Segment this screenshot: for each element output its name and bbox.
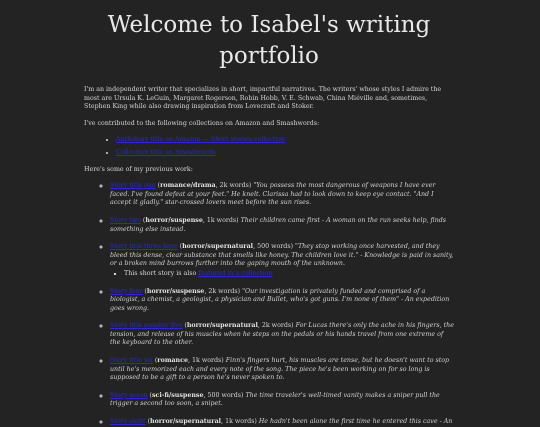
work-item: ◦ Story title number five (horror/supernatural, 2k words) For Lucas there's only the ache in his fingers, the tension, and release of his muscles when he steps on the pedals or his hands travel from one extreme of the keyboard to the other. (110, 322, 454, 348)
work-description: "Our investigation is privately funded and comprised of a biologist, a chemist, a geologist, a physician and Bullet, who's got guns. I'm none of them" - An expedition goes wrong. (110, 287, 450, 312)
work-length: 2k words (208, 287, 238, 295)
work-link[interactable]: Story title three here (110, 243, 178, 251)
work-link[interactable]: Story title number five (110, 322, 183, 330)
work-link[interactable]: Story eight (110, 418, 146, 426)
sub-note: This short story is also (124, 269, 197, 277)
work-description: Their children came first - A woman on the run seeks help, finds something else instead. (110, 216, 447, 233)
work-item: ◦ Story two (horror/suspense, 1k words) Their children came first - A woman on the run seeks help, finds something else instead. (110, 217, 454, 234)
list-item (116, 136, 454, 145)
work-description: He hadn't been alone the first time he entered this cave - An (258, 418, 453, 426)
list-item (116, 149, 454, 158)
collections-intro: I've contributed to the following collections on Amazon and Smashwords: (84, 119, 320, 127)
work-item: ◦ Story title six (romance, 1k words) Finn's fingers hurt, his muscles are tense, but he doesn't want to stop until he's memorized each and every note of the song. The piece he's been working on for so long is supposed to be a gift to a person he's never spoken to. (110, 357, 454, 383)
work-length: 1k words (206, 216, 237, 224)
work-link[interactable]: Story title one (110, 182, 156, 190)
work-link[interactable]: Story title six (110, 357, 153, 365)
work-genre: horror/suspense (146, 287, 205, 295)
work-link[interactable]: Story four (110, 287, 143, 295)
work-genre: horror/supernatural (182, 243, 254, 251)
work-length: 500 words (257, 243, 291, 251)
page-title: Welcome to Isabel's writing portfolio (107, 12, 431, 69)
works-list (84, 182, 454, 426)
collections-list (84, 136, 454, 157)
work-length: 1k words (225, 418, 255, 426)
work-genre: horror/supernatural (186, 322, 258, 330)
works-intro: Here's some of my previous work: (84, 165, 193, 173)
work-item: ◦ Story title one (romance/drama, 2k words) "You possess the most dangerous of weapons I have ever faced. I've found defeat at your feet." He knelt. Clarissa had to look down to keep eye contact. "And I accept it gladly." star-crossed lovers meet before the sun rises. (110, 182, 454, 208)
work-link[interactable]: Story two (110, 216, 141, 224)
collection-link[interactable]: Anthology title on Amazon — Short stories collection (116, 136, 286, 144)
work-item: ◦ Story four (horror/suspense, 2k words) "Our investigation is privately funded and comprised of a biologist, a chemist, a geologist, a physician and Bullet, who's got guns. I'm none of them" - An expedition goes wrong. (110, 288, 454, 314)
work-description: Finn's fingers hurt, his muscles are tense, but he doesn't want to stop until he's memorized each and every note of the song. The piece he's been working on for so long is supposed to be a gift to a person he's never spoken to. (110, 357, 450, 382)
work-item: ◦ Story eight (horror/supernatural, 1k words) He hadn't been alone the first time he entered this cave - An (110, 418, 454, 427)
work-item: ◦ Story seven (sci-fi/suspense, 500 words) The time traveler's well-timed vanity makes a sniper pull the trigger a second too soon, a snipet. (110, 392, 454, 409)
intro-paragraph: I'm an independent writer that specializes in short, impactful narratives. The writers' whose styles I admire the most are Ursula K. LeGuin, Margaret Rogerson, Robin Hobb, V. E. Schwab, China Miéville and, sometimes, Stephen King while also drawing inspiration from Lovecraft and Stoker. (84, 86, 442, 111)
work-item: ◦ Story title three here (horror/supernatural, 500 words) "They stop working once harvested, and they bleed this dense, clear substance that smells like honey. The children love it." - Knowledge is paid in sanity, or a broken mind burrows further into the gaping mouth of the unknown. ▪ This short story is also featured in a collection (110, 243, 454, 278)
work-length: 500 words (207, 391, 241, 399)
sub-list (110, 270, 454, 279)
work-link[interactable]: Story seven (110, 391, 148, 399)
work-length: 2k words (261, 322, 292, 330)
work-genre: horror/suspense (145, 216, 203, 224)
work-description: For Lucas there's only the ache in his fingers, the tension, and release of his muscles when he steps on the pedals or his hands travel from one extreme of the keyboard to the other. (110, 322, 454, 347)
work-genre: sci-fi/suspense (151, 391, 204, 399)
page (84, 0, 454, 427)
work-genre: romance/drama (160, 182, 216, 190)
work-genre: horror/supernatural (150, 418, 222, 426)
work-description: "They stop working once harvested, and they bleed this dense, clear substance that smells like honey. The children love it." - Knowledge is paid in sanity, or a broken mind burrows further into the gaping mouth of the unknown. (110, 243, 454, 268)
work-description: The time traveler's well-timed vanity makes a sniper pull the trigger a second too soon, a snipet. (110, 391, 440, 408)
work-description: "You possess the most dangerous of weapons I have ever faced. I've found defeat at your feet." He knelt. Clarissa had to look down to keep eye contact. "And I accept it gladly." star-crossed lovers meet before the sun rises. (110, 182, 436, 207)
collection-link[interactable]: Collection title on Smashwords (116, 148, 216, 156)
work-length: 2k words (219, 182, 249, 190)
sub-list-item (124, 270, 454, 279)
work-length: 1k words (192, 357, 222, 365)
sub-link[interactable]: featured in a collection (198, 269, 273, 277)
work-genre: romance (157, 357, 188, 365)
